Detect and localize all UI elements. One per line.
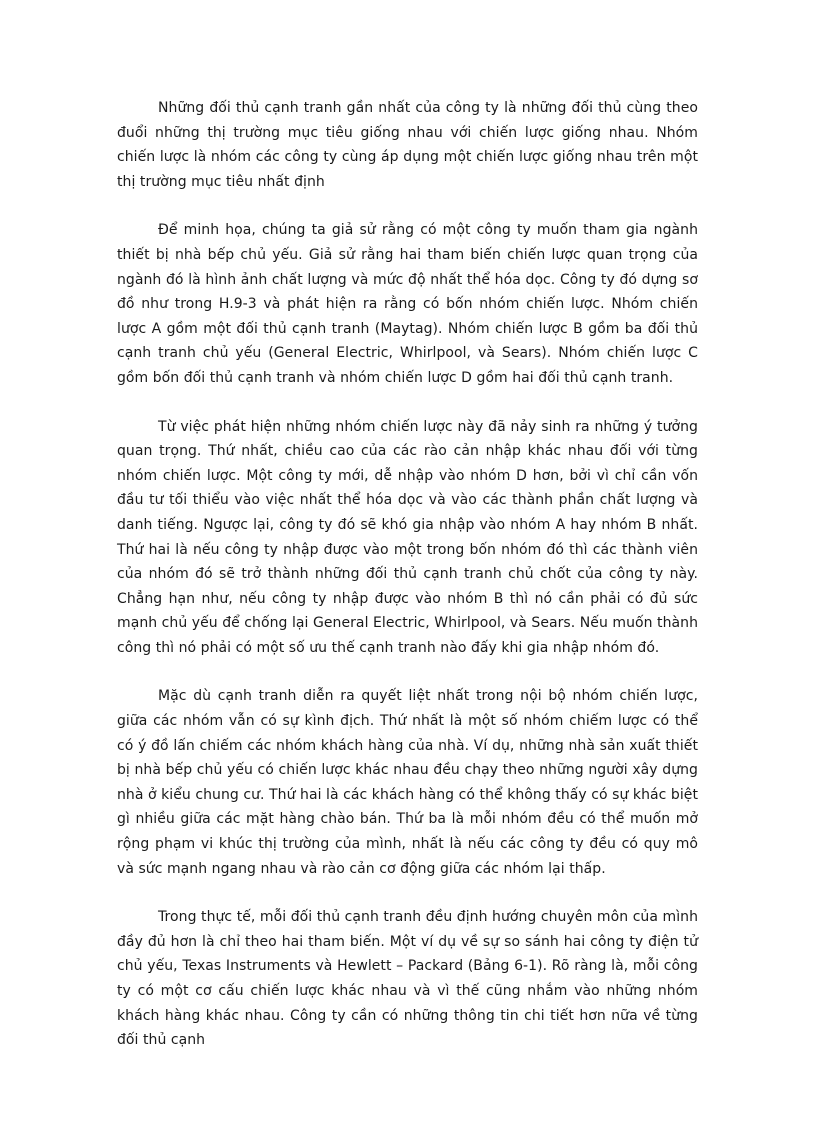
paragraph-kitchen-example: Để minh họa, chúng ta giả sử rằng có một công ty muốn tham gia ngành thiết bị nhà bếp chủ yếu. Giả sử rằng hai tham biến chiến lược quan trọng của ngành đó là hình ảnh chất lượng và mức độ nhất thể hóa dọc. Công ty đó dựng sơ đồ như trong H.9-3 và phát hiện ra rằng có bốn nhóm chiến lược. Nhóm chiến lược A gồm một đối thủ cạnh tranh (Maytag). Nhóm chiến lược B gồm ba đối thủ cạnh tranh chủ yếu (General Electric, Whirlpool, và Sears). Nhóm chiến lược C gồm bốn đối thủ cạnh tranh và nhóm chiến lược D gồm hai đối thủ cạnh tranh. — [117, 222, 698, 386]
paragraph-strategic-groups-insights: Từ việc phát hiện những nhóm chiến lược này đã nảy sinh ra những ý tưởng quan trọng. Thứ nhất, chiều cao của các rào cản nhập khác nhau đối với từng nhóm chiến lược. Một công ty mới, dễ nhập vào nhóm D hơn, bởi vì chỉ cần vốn đầu tư tối thiểu vào việc nhất thể hóa dọc và vào các thành phần chất lượng và danh tiếng. Ngược lại, công ty đó sẽ khó gia nhập vào nhóm A hay nhóm B nhất. Thứ hai là nếu công ty nhập được vào một trong bốn nhóm đó thì các thành viên của nhóm đó sẽ trở thành những đối thủ cạnh tranh chủ chốt của công ty này. Chẳng hạn như, nếu công ty nhập được vào nhóm B thì nó cần phải có đủ sức mạnh chủ yếu để chống lại General Electric, Whirlpool, và Sears. Nếu muốn thành công thì nó phải có một số ưu thế cạnh tranh nào đấy khi gia nhập nhóm đó. — [117, 418, 698, 656]
document-body — [117, 96, 698, 1053]
paragraph-specialization: Trong thực tế, mỗi đối thủ cạnh tranh đều định hướng chuyên môn của mình đầy đủ hơn là chỉ theo hai tham biến. Một ví dụ về sự so sánh hai công ty điện tử chủ yếu, Texas Instruments và Hewlett – Packard (Bảng 6-1). Rõ ràng là, mỗi công ty có một cơ cấu chiến lược khác nhau và vì thế cũng nhắm vào những nhóm khách hàng khác nhau. Công ty cần có những thông tin chi tiết hơn nữa về từng đối thủ cạnh — [117, 909, 698, 1049]
paragraph-inter-group-rivalry: Mặc dù cạnh tranh diễn ra quyết liệt nhất trong nội bộ nhóm chiến lược, giữa các nhóm vẫn có sự kình địch. Thứ nhất là một số nhóm chiếm lược có thể có ý đồ lấn chiếm các nhóm khách hàng của nhà. Ví dụ, những nhà sản xuất thiết bị nhà bếp chủ yếu có chiến lược khác nhau đều chạy theo những người xây dựng nhà ở kiểu chung cư. Thứ hai là các khách hàng có thể không thấy có sự khác biệt gì nhiều giữa các mặt hàng chào bán. Thứ ba là mỗi nhóm đều có thể muốn mở rộng phạm vi khúc thị trường của mình, nhất là nếu các công ty đều có quy mô và sức mạnh ngang nhau và rào cản cơ động giữa các nhóm lại thấp. — [117, 688, 698, 877]
paragraph-nearest-competitors: Những đối thủ cạnh tranh gần nhất của công ty là những đối thủ cùng theo đuổi những thị trường mục tiêu giống nhau với chiến lược giống nhau. Nhóm chiến lược là nhóm các công ty cùng áp dụng một chiến lược giống nhau trên một thị trường mục tiêu nhất định — [117, 100, 698, 190]
